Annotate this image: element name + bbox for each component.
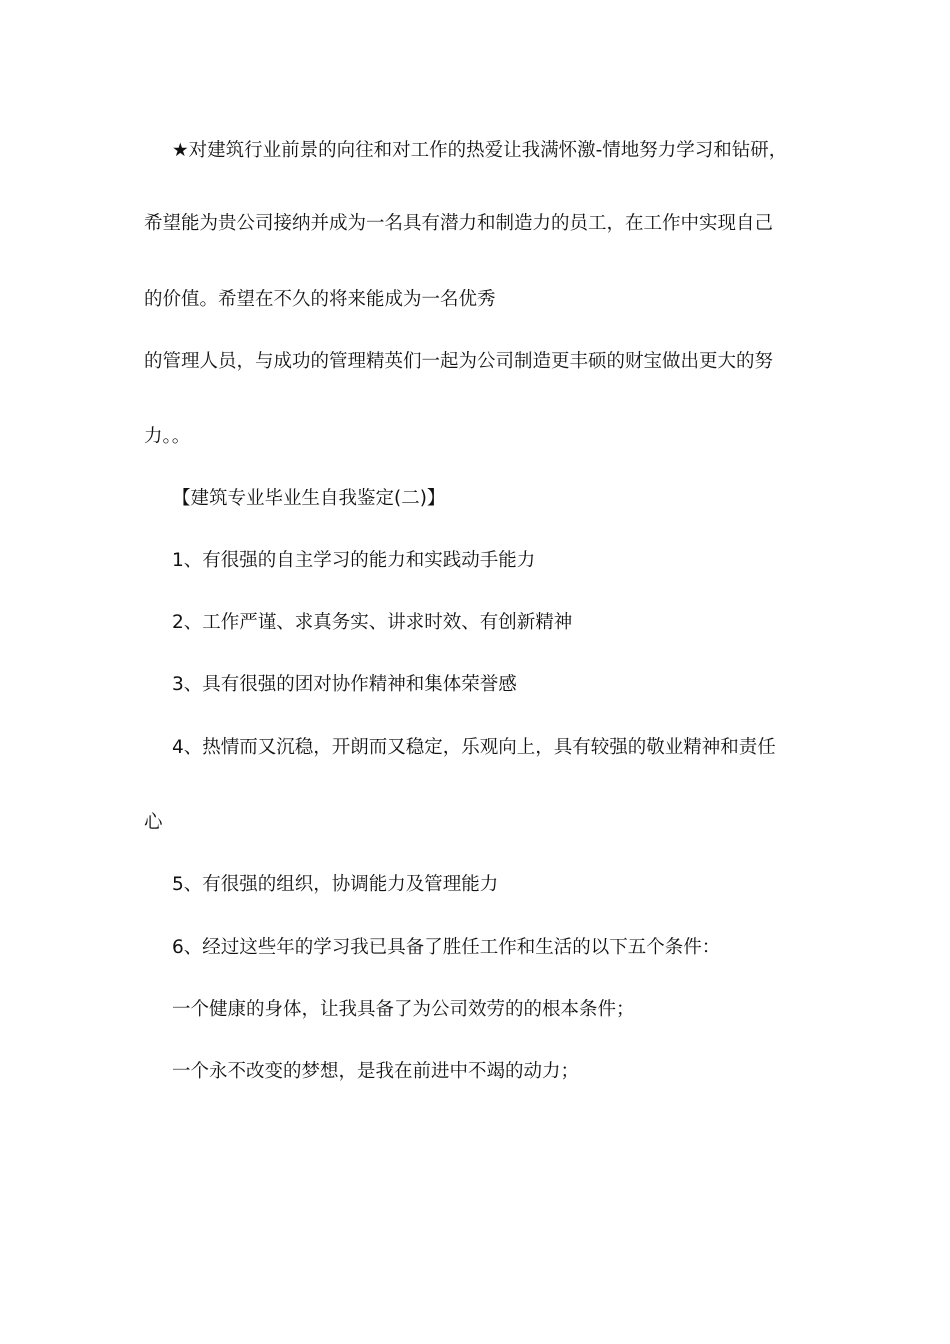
condition-line: 一个健康的身体，让我具备了为公司效劳的的根本条件； [172,999,635,1020]
section-heading: 【建筑专业毕业生自我鉴定(二)】 [172,488,446,509]
list-item: 6、经过这些年的学习我已具备了胜任工作和生活的以下五个条件： [172,937,721,958]
paragraph-line: 力。。 [144,426,191,447]
paragraph-line: ★对建筑行业前景的向往和对工作的热爱让我满怀激-情地努力学习和钻研， [172,140,788,161]
condition-line: 一个永不改变的梦想，是我在前进中不竭的动力； [172,1061,580,1082]
paragraph-line: 的价值。希望在不久的将来能成为一名优秀 [144,289,496,310]
list-item: 4、热情而又沉稳，开朗而又稳定，乐观向上，具有较强的敬业精神和责任 [172,737,776,758]
list-item: 1、有很强的自主学习的能力和实践动手能力 [172,550,536,571]
paragraph-line: 希望能为贵公司接纳并成为一名具有潜力和制造力的员工，在工作中实现自己 [144,213,774,234]
list-item: 2、工作严谨、求真务实、讲求时效、有创新精神 [172,612,573,633]
list-item-continuation: 心 [144,812,163,833]
list-item: 5、有很强的组织，协调能力及管理能力 [172,874,499,895]
list-item: 3、具有很强的团对协作精神和集体荣誉感 [172,674,517,695]
paragraph-line: 的管理人员，与成功的管理精英们一起为公司制造更丰硕的财宝做出更大的努 [144,351,774,372]
